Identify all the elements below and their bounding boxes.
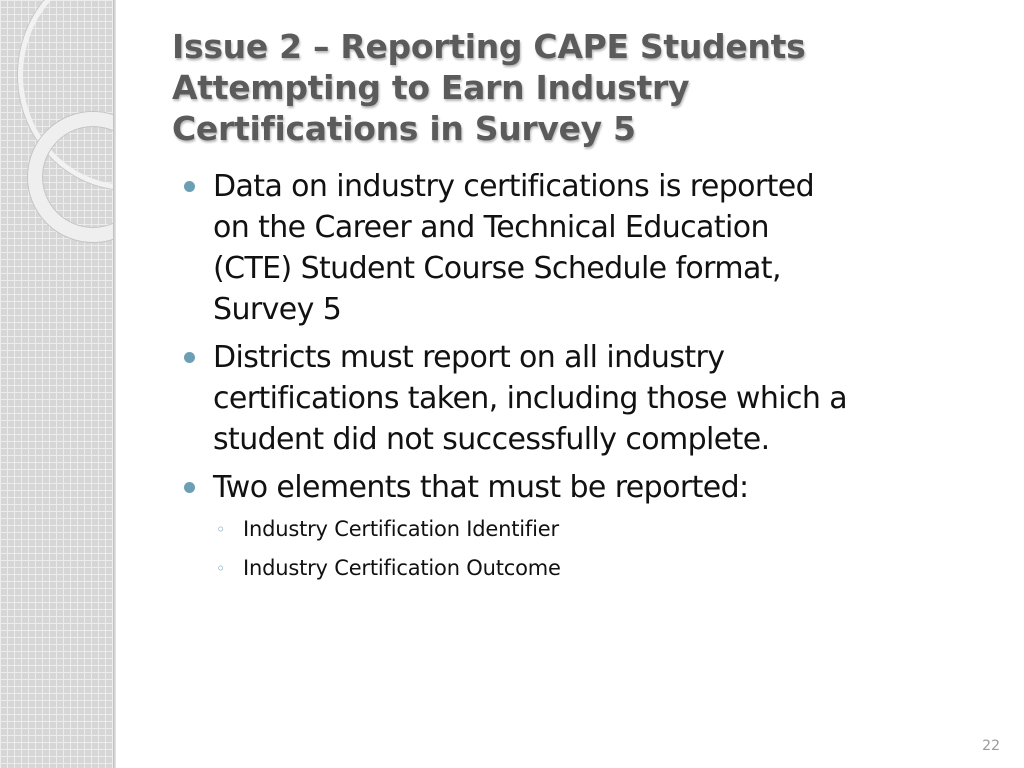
bullet-text-line: Data on industry certifications is reported [213,169,815,204]
bullet-text-line: student did not successfully complete. [213,422,770,457]
sub-bullet-item-identifier [180,510,980,549]
hollow-circle-bullet-icon: ◦ [216,559,226,578]
title-line: Certifications in Survey 5 [172,109,636,148]
panel-edge-divider [113,0,116,768]
bullet-text-line: Districts must report on all industry [213,340,725,375]
bullet-dot-icon [184,181,195,192]
slide-page-number: 22 [982,738,1000,754]
bullet-dot-icon [184,482,195,493]
bullet-item-two-elements [180,467,980,508]
bullet-list [180,166,980,588]
bullet-text-line: Two elements that must be reported: [213,470,749,505]
hollow-circle-bullet-icon: ◦ [216,520,226,539]
slide-title [172,26,972,149]
title-line: Attempting to Earn Industry [172,68,690,107]
sub-bullet-text: Industry Certification Outcome [243,556,561,580]
sub-bullet-item-outcome [180,549,980,588]
bullet-dot-icon [184,352,195,363]
sub-bullet-text: Industry Certification Identifier [243,517,559,541]
bullet-text-line: certifications taken, including those which a [213,381,848,416]
bullet-text-line: Survey 5 [213,292,342,327]
bullet-item-districts-report [180,337,980,460]
bullet-item-industry-data [180,166,980,330]
title-line: Issue 2 – Reporting CAPE Students [172,27,806,66]
bullet-text-line: on the Career and Technical Education [213,210,769,245]
bullet-text-line: (CTE) Student Course Schedule format, [213,251,781,286]
decorative-grid-panel [0,0,113,768]
